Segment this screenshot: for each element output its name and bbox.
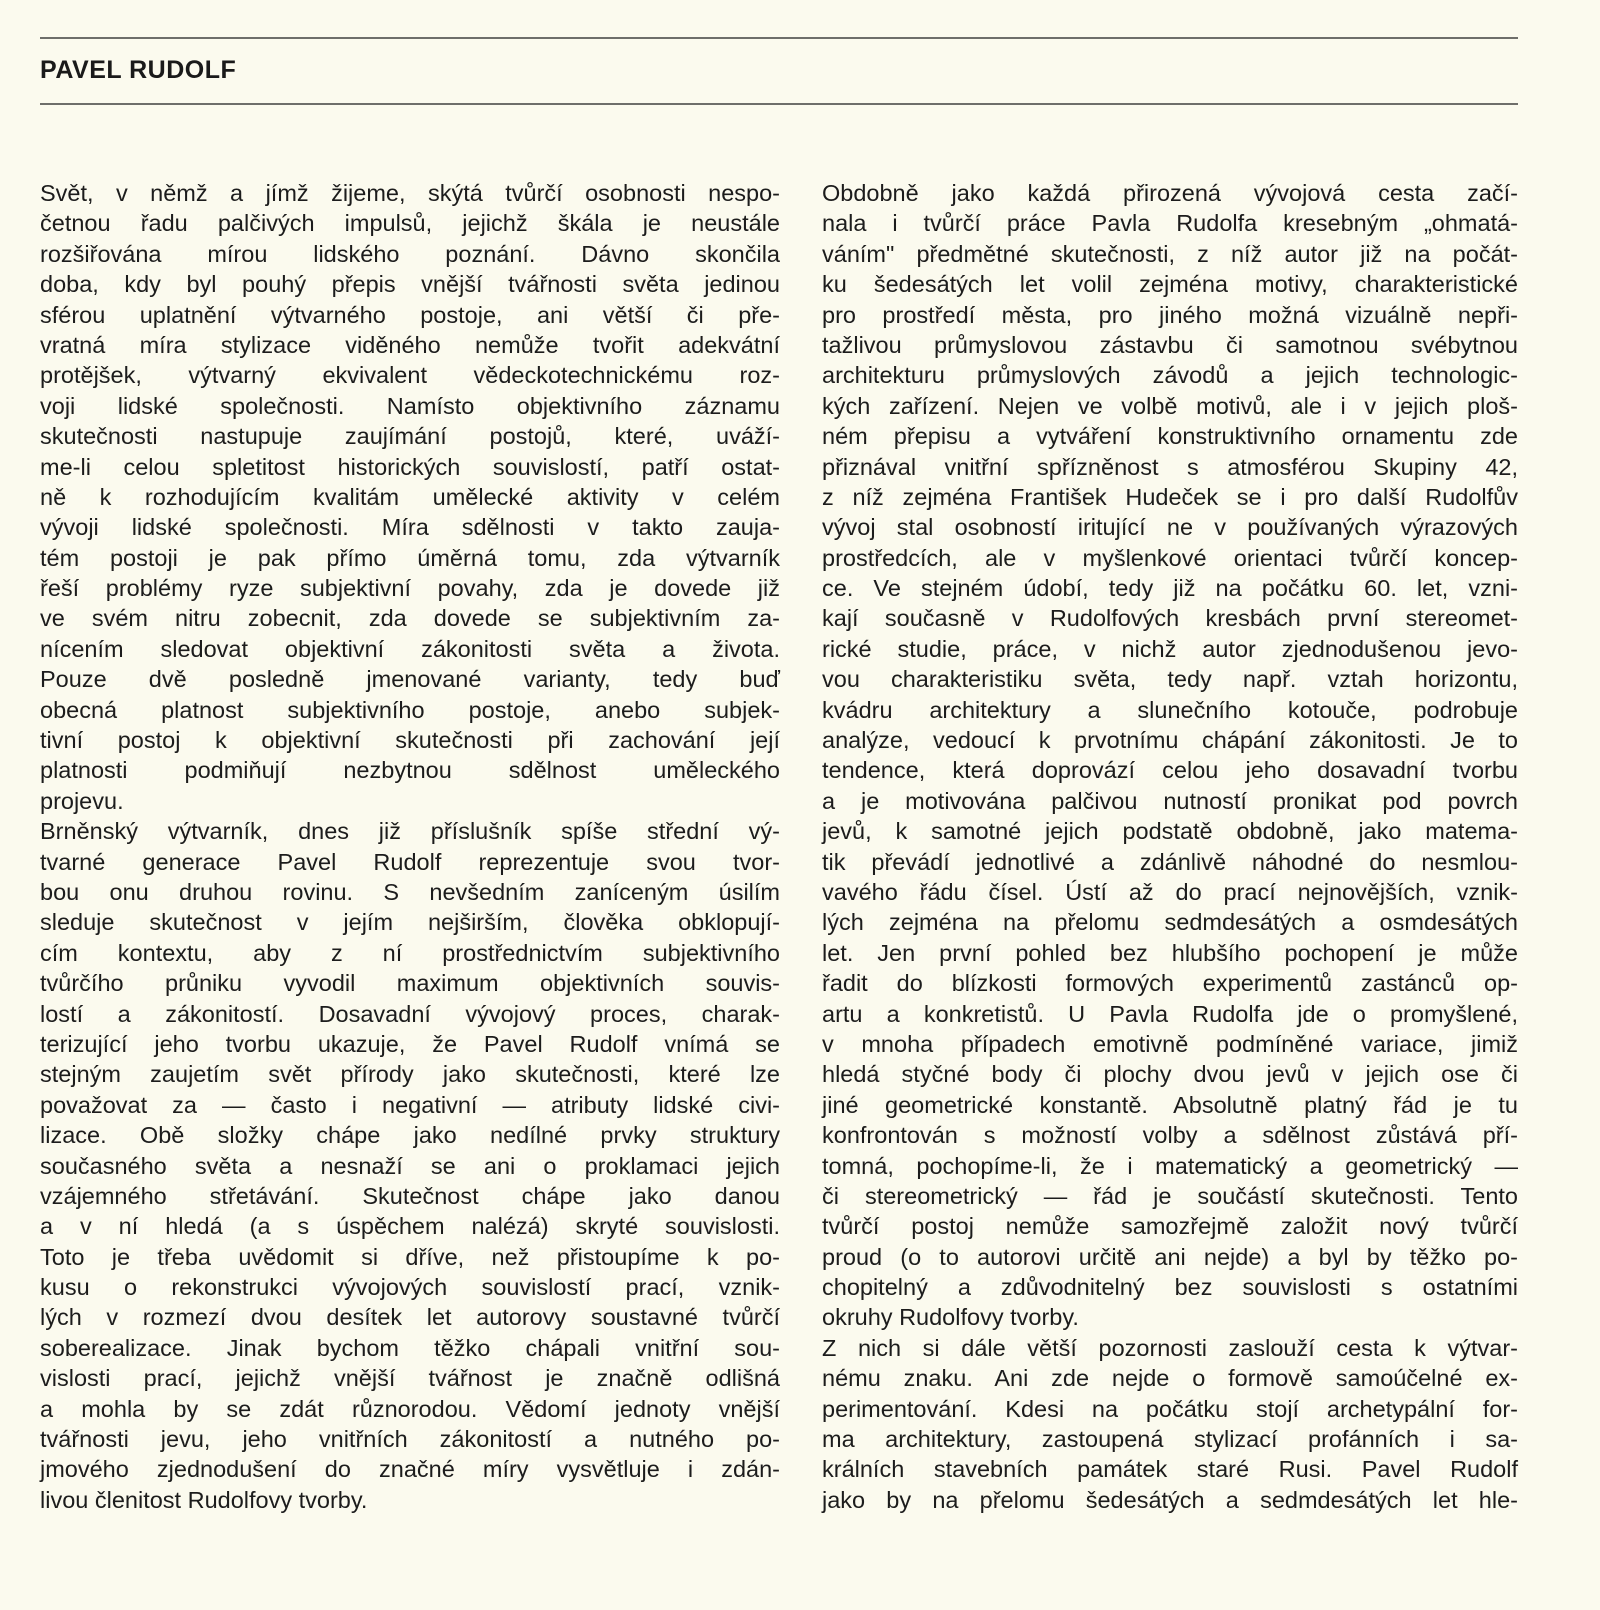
text-line: tažlivou průmyslovou zástavbu či samotnou svébytnou: [822, 331, 1518, 358]
title-rule: [40, 103, 1518, 105]
text-line: přiznával vnitřní spřízněnost s atmosférou Skupiny 42,: [822, 453, 1518, 480]
text-line: řadit do blízkosti formových experimentů zastánců op-: [822, 970, 1518, 997]
paragraph: [40, 816, 780, 1515]
text-line: doba, kdy byl pouhý přepis vnější tvářnosti světa jedinou: [40, 271, 780, 298]
text-line: okruhy Rudolfovy tvorby.: [822, 1304, 1079, 1331]
text-line: chopitelný a zdůvodnitelný bez souvislosti s ostatními: [822, 1274, 1518, 1301]
text-line: prostředcích, ale v myšlenkové orientaci tvůrčí koncep-: [822, 544, 1518, 571]
text-line: projevu.: [40, 787, 124, 814]
text-line: me-li celou spletitost historických souvislostí, patří ostat-: [40, 453, 780, 480]
text-line: vratná míra stylizace viděného nemůže tvořit adekvátní: [40, 331, 780, 358]
text-line: lých zejména na přelomu sedmdesátých a osmdesátých: [822, 909, 1518, 936]
text-line: nícením sledovat objektivní zákonitosti světa a života.: [40, 635, 780, 662]
text-line: perimentování. Kdesi na počátku stojí archetypální for-: [822, 1395, 1518, 1422]
text-line: tvůrčí postoj nemůže samozřejmě založit nový tvůrčí: [822, 1213, 1518, 1240]
text-line: a v ní hledá (a s úspěchem nalézá) skryté souvislosti.: [40, 1213, 780, 1240]
paragraph: [822, 1333, 1518, 1515]
text-line: jiné geometrické konstantě. Absolutně platný řád je tu: [822, 1091, 1518, 1118]
text-line: artu a konkretistů. U Pavla Rudolfa jde o promyšlené,: [822, 1000, 1518, 1027]
text-line: váním" předmětné skutečnosti, z níž autor již na počát-: [822, 240, 1518, 267]
text-line: tendence, která doprovází celou jeho dosavadní tvorbu: [822, 757, 1518, 784]
text-line: ném přepisu a vytváření konstruktivního ornamentu zde: [822, 423, 1518, 450]
text-line: tvůrčího průniku vyvodil maximum objektivních souvis-: [40, 970, 780, 997]
text-line: Pouze dvě posledně jmenované varianty, tedy buď: [40, 666, 780, 693]
text-line: bou onu druhou rovinu. S nevšedním zaníceným úsilím: [40, 878, 780, 905]
article-title: PAVEL RUDOLF: [40, 56, 237, 84]
text-line: z níž zejména František Hudeček se i pro další Rudolfův: [822, 483, 1518, 510]
text-line: kvádru architektury a slunečního kotouče, podrobuje: [822, 696, 1518, 723]
text-line: tivní postoj k objektivní skutečnosti při zachování její: [40, 727, 780, 754]
text-line: Toto je třeba uvědomit si dříve, než přistoupíme k po-: [40, 1243, 780, 1270]
text-line: tvářnosti jevu, jeho vnitřních zákonitostí a nutného po-: [40, 1426, 780, 1453]
text-line: v mnoha případech emotivně podmíněné variace, jimiž: [822, 1030, 1518, 1057]
text-line: řeší problémy ryze subjektivní povahy, zda je dovede již: [40, 575, 780, 602]
text-line: architekturu průmyslových závodů a jejich technologic-: [822, 362, 1518, 389]
text-line: sleduje skutečnost v jejím nejširším, člověka obklopují-: [40, 909, 780, 936]
text-line: tik převádí jednotlivé a zdánlivě náhodné do nesmlou-: [822, 848, 1518, 875]
text-line: kých zařízení. Nejen ve volbě motivů, ale i v jejich ploš-: [822, 392, 1518, 419]
text-line: livou členitost Rudolfovy tvorby.: [40, 1486, 368, 1513]
text-line: Svět, v němž a jímž žijeme, skýtá tvůrčí osobnosti nespo-: [40, 180, 780, 206]
text-line: a mohla by se zdát různorodou. Vědomí jednoty vnější: [40, 1395, 780, 1422]
text-line: tvarné generace Pavel Rudolf reprezentuje svou tvor-: [40, 848, 780, 875]
text-line: vavého řádu čísel. Ústí až do prací nejnovějších, vznik-: [822, 878, 1518, 905]
text-line: a je motivována palčivou nutností pronikat pod povrch: [822, 787, 1518, 814]
text-line: voji lidské společnosti. Namísto objektivního záznamu: [40, 392, 780, 419]
text-line: hledá styčné body či plochy dvou jevů v jejich ose či: [822, 1061, 1518, 1088]
text-line: jevů, k samotné jejich podstatě obdobně, jako matema-: [822, 818, 1518, 845]
text-line: vou charakteristiku světa, tedy např. vztah horizontu,: [822, 666, 1518, 693]
paragraph: [40, 178, 780, 816]
text-line: terizující jeho tvorbu ukazuje, že Pavel Rudolf vnímá se: [40, 1030, 780, 1057]
text-line: soberealizace. Jinak bychom těžko chápali vnitřní sou-: [40, 1334, 780, 1361]
text-line: ku šedesátých let volil zejména motivy, charakteristické: [822, 271, 1518, 298]
text-line: pro prostředí města, pro jiného možná vizuálně nepři-: [822, 301, 1518, 328]
text-line: ma architektury, zastoupená stylizací profánních i sa-: [822, 1426, 1518, 1453]
text-line: sférou uplatnění výtvarného postoje, ani větší či pře-: [40, 301, 780, 328]
text-line: rozšiřována mírou lidského poznání. Dávno skončila: [40, 240, 780, 267]
text-line: nala i tvůrčí práce Pavla Rudolfa kresebným „ohmatá-: [822, 210, 1518, 237]
text-line: let. Jen první pohled bez hlubšího pochopení je může: [822, 939, 1518, 966]
text-line: skutečnosti nastupuje zaujímání postojů, které, uváží-: [40, 423, 780, 450]
text-line: Obdobně jako každá přirozená vývojová cesta začí-: [822, 180, 1518, 206]
text-line: ve svém nitru zobecnit, zda dovede se subjektivním za-: [40, 605, 780, 632]
text-line: králních stavebních památek staré Rusi. Pavel Rudolf: [822, 1456, 1518, 1483]
text-line: analýze, vedoucí k prvotnímu chápání zákonitosti. Je to: [822, 727, 1518, 754]
text-line: jako by na přelomu šedesátých a sedmdesátých let hle-: [822, 1486, 1518, 1513]
text-line: tomná, pochopíme-li, že i matematický a geometrický —: [822, 1152, 1518, 1179]
text-line: současného světa a nesnaží se ani o proklamaci jejich: [40, 1152, 780, 1179]
text-line: vývoj stal osobností iritující ne v používaných výrazových: [822, 514, 1518, 541]
text-line: jmového zjednodušení do značné míry vysvětluje i zdán-: [40, 1456, 780, 1483]
text-line: proud (o to autorovi určitě ani nejde) a byl by těžko po-: [822, 1243, 1518, 1270]
text-line: vzájemného střetávání. Skutečnost chápe jako danou: [40, 1182, 780, 1209]
paragraph: [822, 178, 1518, 1333]
text-line: stejným zaujetím svět přírody jako skutečnosti, které lze: [40, 1061, 780, 1088]
text-line: ně k rozhodujícím kvalitám umělecké aktivity v celém: [40, 483, 780, 510]
text-line: považovat za — často i negativní — atributy lidské civi-: [40, 1091, 780, 1118]
text-line: ce. Ve stejném údobí, tedy již na počátku 60. let, vzni-: [822, 575, 1518, 602]
text-line: obecná platnost subjektivního postoje, anebo subjek-: [40, 696, 780, 723]
text-line: lostí a zákonitostí. Dosavadní vývojový proces, charak-: [40, 1000, 780, 1027]
text-line: platnosti podmiňují nezbytnou sdělnost uměleckého: [40, 757, 780, 784]
text-line: Z nich si dále větší pozornosti zaslouží cesta k výtvar-: [822, 1334, 1518, 1361]
text-line: či stereometrický — řád je součástí skutečnosti. Tento: [822, 1182, 1518, 1209]
text-line: kají současně v Rudolfových kresbách první stereomet-: [822, 605, 1518, 632]
text-line: četnou řadu palčivých impulsů, jejichž škála je neustále: [40, 210, 780, 237]
text-line: protějšek, výtvarný ekvivalent vědeckotechnickému roz-: [40, 362, 780, 389]
text-line: Brněnský výtvarník, dnes již příslušník spíše střední vý-: [40, 818, 780, 845]
left-column: [40, 178, 780, 1515]
text-line: konfrontován s možností volby a sdělnost zůstává pří-: [822, 1122, 1518, 1149]
text-line: lizace. Obě složky chápe jako nedílné prvky struktury: [40, 1122, 780, 1149]
right-column: [822, 178, 1518, 1515]
text-line: kusu o rekonstrukci vývojových souvislostí prací, vznik-: [40, 1274, 780, 1301]
text-line: vislosti prací, jejichž vnější tvářnost je značně odlišná: [40, 1365, 780, 1392]
text-line: nému znaku. Ani zde nejde o formově samoúčelné ex-: [822, 1365, 1518, 1392]
text-line: rické studie, práce, v nichž autor zjednodušenou jevo-: [822, 635, 1518, 662]
text-line: tém postoji je pak přímo úměrná tomu, zda výtvarník: [40, 544, 780, 571]
text-line: lých v rozmezí dvou desítek let autorovy soustavné tvůrčí: [40, 1304, 780, 1331]
text-line: cím kontextu, aby z ní prostřednictvím subjektivního: [40, 939, 780, 966]
top-rule: [40, 37, 1518, 39]
text-line: vývoji lidské společnosti. Míra sdělnosti v takto zauja-: [40, 514, 780, 541]
